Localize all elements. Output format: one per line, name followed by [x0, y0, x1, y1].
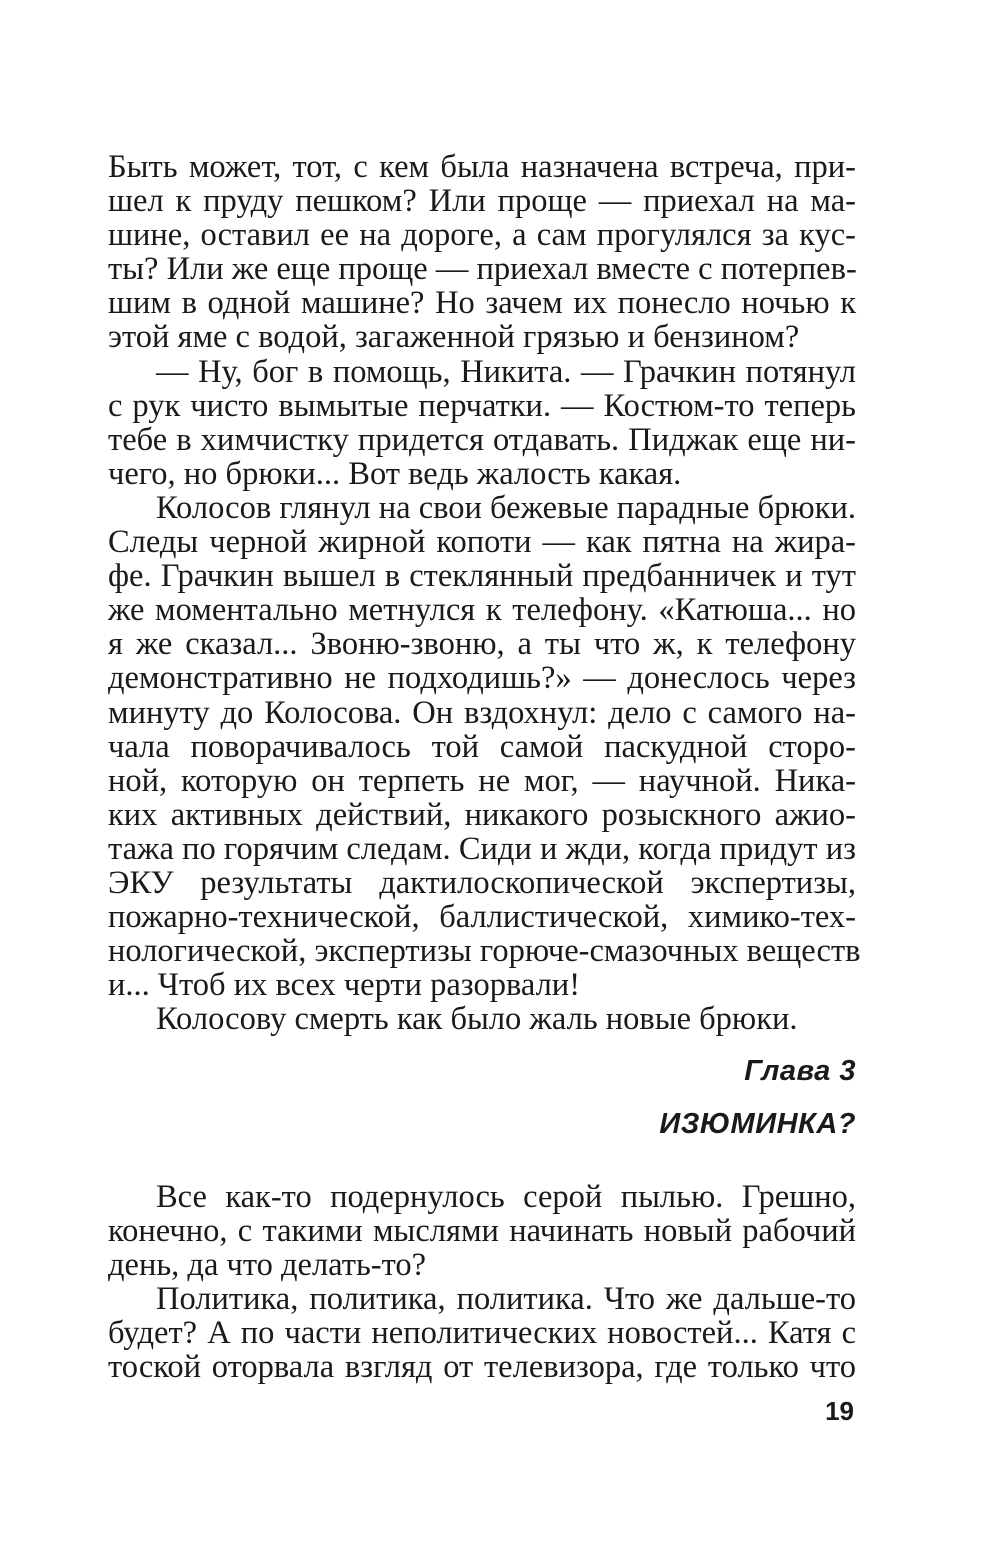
text-line: минуту до Колосова. Он вздохнул: дело с самого на-	[108, 694, 856, 731]
text-block-top	[108, 149, 861, 1038]
text-line: же моментально метнулся к телефону. «Катюша... но	[108, 592, 856, 629]
text-line: ЭКУ результаты дактилоскопической экспертизы,	[108, 864, 856, 901]
chapter-number: Глава 3	[744, 1055, 856, 1087]
text-line: чего, но брюки... Вот ведь жалость какая.	[108, 455, 682, 492]
text-line: Колосов глянул на свои бежевые парадные брюки.	[156, 489, 856, 526]
text-line: пожарно-технической, баллистической, химико-тех-	[108, 899, 856, 936]
text-line: ной, которую он терпеть не мог, — научной. Ника-	[108, 762, 856, 799]
text-line: тоской оторвала взгляд от телевизора, где только что	[108, 1349, 856, 1386]
text-line: ких активных действий, никакого розыскного ажио-	[108, 796, 856, 833]
text-line: фе. Грачкин вышел в стеклянный предбанничек и тут	[108, 558, 856, 595]
text-line: шине, оставил ее на дороге, а сам прогулялся за кус-	[108, 217, 856, 254]
text-line: демонстративно не подходишь?» — донеслось через	[108, 660, 856, 697]
text-line: день, да что делать-то?	[108, 1247, 427, 1284]
text-line: тебе в химчистку придется отдавать. Пиджак еще ни-	[108, 421, 856, 458]
text-line: тажа по горячим следам. Сиди и жди, когда придут из	[108, 830, 856, 867]
text-line: Колосову смерть как было жаль новые брюки.	[156, 1001, 798, 1038]
text-block-bottom	[108, 1180, 856, 1385]
text-line: нологической, экспертизы горюче-смазочных веществ	[108, 933, 861, 970]
text-line: будет? А по части неполитических новостей... Катя с	[108, 1315, 856, 1352]
text-line: чала поворачивалось той самой паскудной сторо-	[108, 728, 856, 765]
text-line: шим в одной машине? Но зачем их понесло ночью к	[108, 285, 856, 322]
chapter-title: ИЗЮМИНКА?	[659, 1108, 856, 1140]
text-line: конечно, с такими мыслями начинать новый рабочий	[108, 1213, 856, 1250]
page-number: 19	[825, 1396, 854, 1426]
text-line: шел к пруду пешком? Или проще — приехал на ма-	[108, 183, 856, 220]
text-line: и... Чтоб их всех черти разорвали!	[108, 967, 581, 1004]
text-line: Политика, политика, политика. Что же дальше-то	[156, 1281, 856, 1318]
text-line: ты? Или же еще проще — приехал вместе с потерпев-	[108, 251, 857, 288]
text-line: Все как-то подернулось серой пылью. Грешно,	[156, 1179, 856, 1215]
text-line: Следы черной жирной копоти — как пятна на жира-	[108, 524, 856, 561]
text-line: этой яме с водой, загаженной грязью и бензином?	[108, 319, 800, 356]
text-line: Быть может, тот, с кем была назначена встреча, при-	[108, 149, 856, 185]
text-line: я же сказал... Звоню-звоню, а ты что ж, к телефону	[108, 626, 856, 663]
text-line: — Ну, бог в помощь, Никита. — Грачкин потянул	[156, 353, 856, 390]
text-line: с рук чисто вымытые перчатки. — Костюм-то теперь	[108, 387, 856, 424]
